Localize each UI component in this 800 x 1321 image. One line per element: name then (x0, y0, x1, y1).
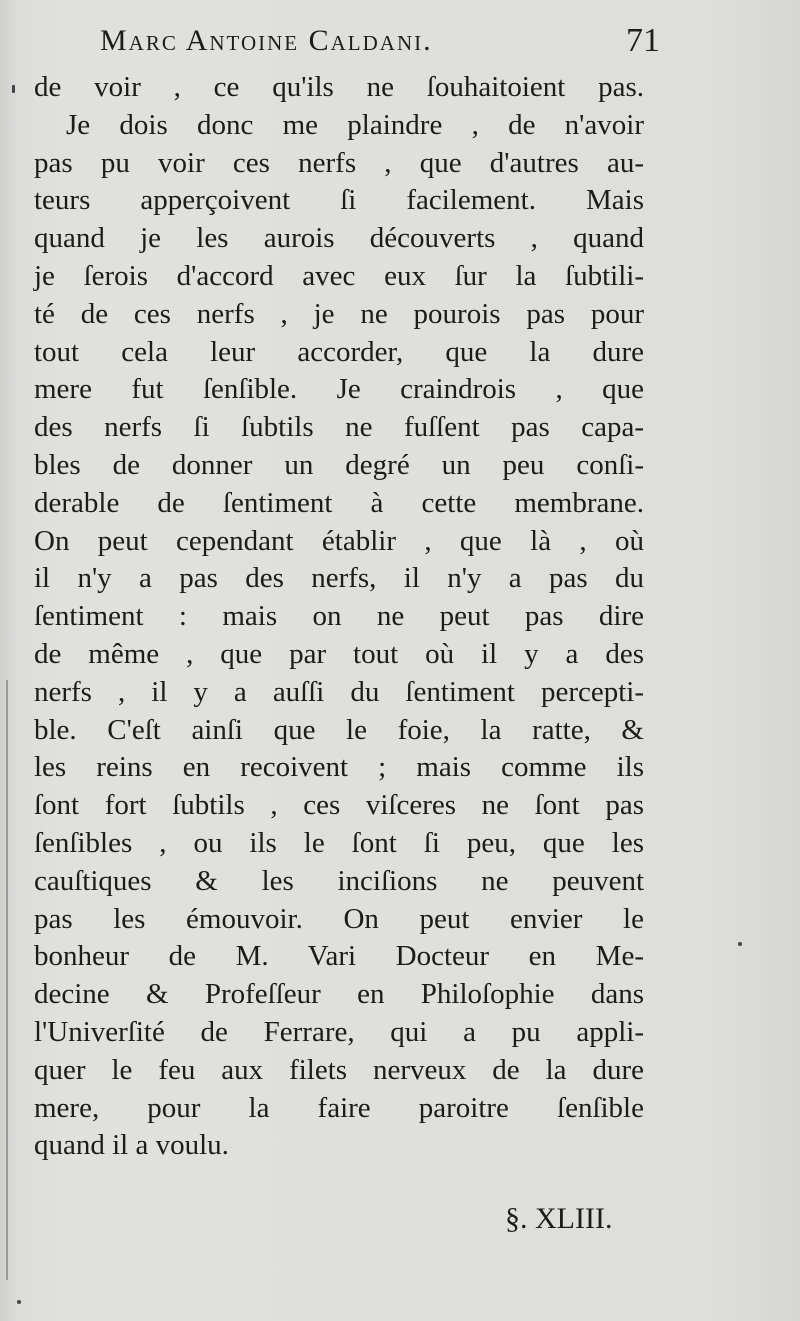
text-line: bonheur de M. Vari Docteur en Me- (34, 940, 644, 973)
text-line: des nerfs ſi ſubtils ne fuſſent pas capa- (34, 411, 644, 444)
text-line: bles de donner un degré un peu conſi- (34, 448, 644, 481)
text-line: teurs apperçoivent ſi facilement. Mais (34, 184, 644, 217)
running-title: Marc Antoine Caldani. (100, 24, 433, 57)
text-line: ſentiment : mais on ne peut pas dire (34, 600, 644, 633)
paper-speck (738, 942, 742, 946)
text-line: il n'y a pas des nerfs, il n'y a pas du (34, 562, 644, 595)
text-line: ſont fort ſubtils , ces viſceres ne ſont pas (34, 789, 644, 822)
text-line: derable de ſentiment à cette membrane. (34, 486, 644, 519)
text-line: je ſerois d'accord avec eux ſur la ſubtili- (34, 259, 644, 292)
running-header (100, 20, 660, 64)
text-line: On peut cependant établir , que là , où (34, 524, 644, 557)
text-line: de voir , ce qu'ils ne ſouhaitoient pas. (34, 71, 644, 103)
text-line: ble. C'eſt ainſi que le foie, la ratte, & (34, 713, 644, 746)
text-line: tout cela leur accorder, que la dure (34, 335, 644, 368)
text-line: les reins en recoivent ; mais comme ils (34, 751, 644, 784)
catchword: §. XLIII. (505, 1202, 613, 1235)
text-line: mere fut ſenſible. Je craindrois , que (34, 373, 644, 406)
text-line: nerfs , il y a auſſi du ſentiment percepti- (34, 675, 644, 708)
text-line: quand il a voulu. (34, 1129, 229, 1162)
text-line: l'Univerſité de Ferrare, qui a pu appli- (34, 1015, 644, 1048)
text-line: mere, pour la faire paroitre ſenſible (34, 1091, 644, 1124)
paper-speck (12, 85, 15, 93)
text-line: cauſtiques & les inciſions ne peuvent (34, 864, 644, 897)
text-line: de même , que par tout où il y a des (34, 637, 644, 670)
text-line: Je dois donc me plaindre , de n'avoir (66, 108, 644, 141)
body-text (34, 69, 644, 1165)
text-line: quer le feu aux filets nerveux de la dure (34, 1053, 644, 1086)
text-line: pas pu voir ces nerfs , que d'autres au- (34, 146, 644, 179)
paper-speck (17, 1300, 21, 1304)
page-number: 71 (626, 22, 660, 59)
text-line: ſenſibles , ou ils le ſont ſi peu, que les (34, 826, 644, 859)
binding-edge (6, 680, 8, 1280)
text-line: té de ces nerfs , je ne pourois pas pour (34, 297, 644, 330)
text-line: decine & Profeſſeur en Philoſophie dans (34, 978, 644, 1011)
text-line: quand je les aurois découverts , quand (34, 222, 644, 255)
text-line: pas les émouvoir. On peut envier le (34, 902, 644, 935)
